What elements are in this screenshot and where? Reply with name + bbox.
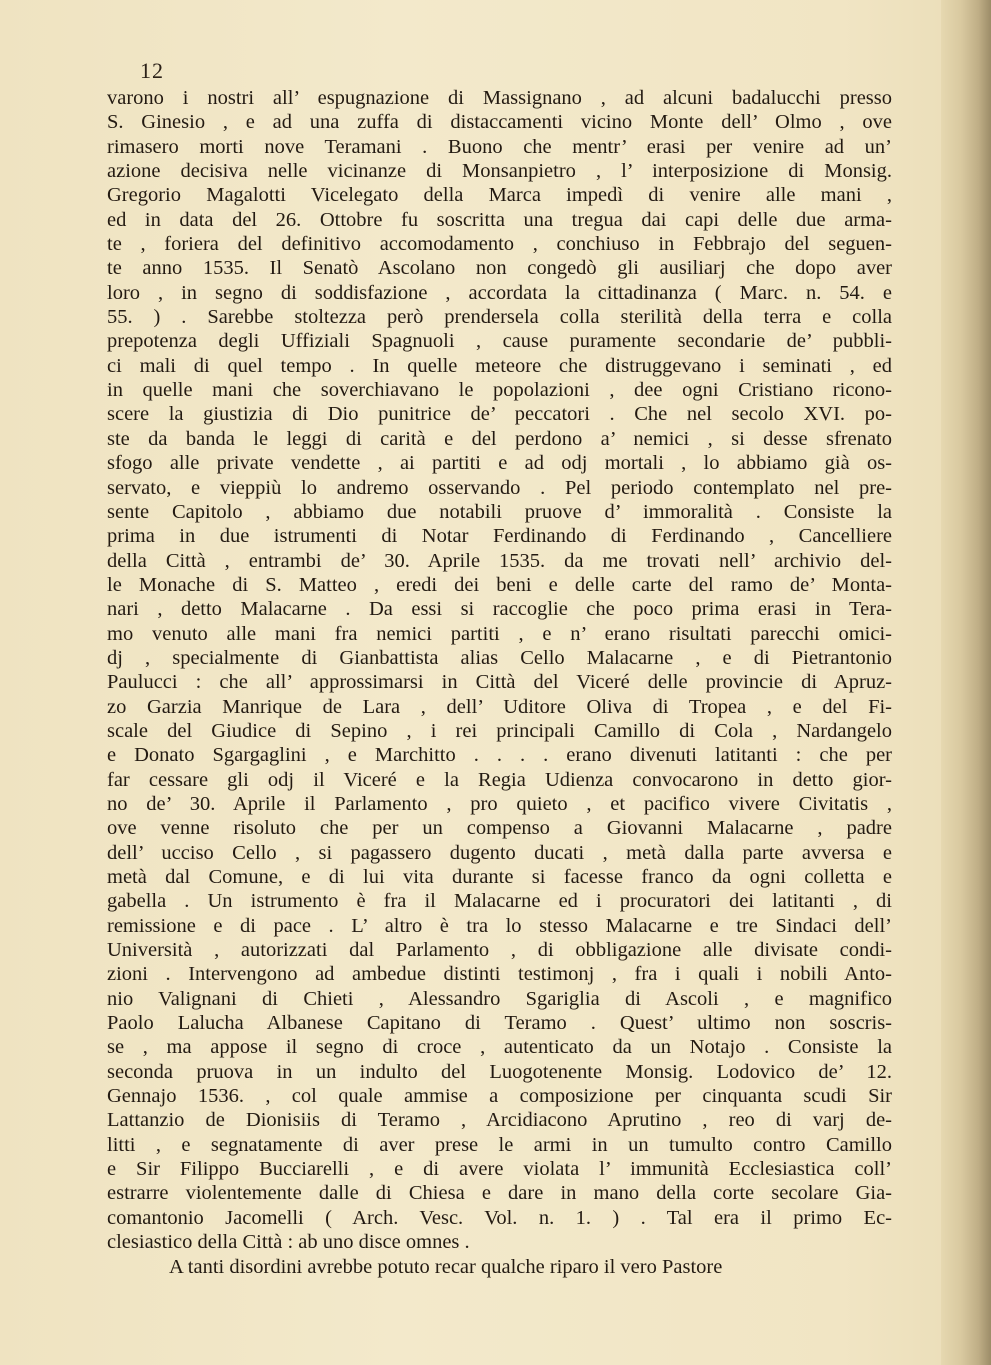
text-line: 55. ) . Sarebbe stoltezza però prendersela colla sterilità della terra e colla (107, 306, 892, 329)
paragraph-start-line: A tanti disordini avrebbe potuto recar qualche riparo il vero Pastore (169, 1255, 723, 1278)
text-line: Gregorio Magalotti Vicelegato della Marca impedì di venire alle mani , (107, 184, 892, 207)
text-line: varono i nostri all’ espugnazione di Massignano , ad alcuni badalucchi presso (107, 87, 892, 109)
text-line: sfogo alle private vendette , ai partiti e ad odj mortali , lo abbiamo già os- (107, 452, 892, 475)
text-line: gabella . Un istrumento è fra il Malacarne ed i procuratori dei latitanti , di (107, 890, 892, 913)
text-line: zo Garzia Manrique de Lara , dell’ Uditore Oliva di Tropea , e del Fi- (107, 695, 892, 718)
text-line: comantonio Jacomelli ( Arch. Vesc. Vol. n. 1. ) . Tal era il primo Ec- (107, 1206, 892, 1229)
text-line: ed in data del 26. Ottobre fu soscritta una tregua dai capi delle due arma- (107, 208, 892, 231)
text-line: Lattanzio de Dionisiis di Teramo , Arcidiacono Aprutino , reo di varj de- (107, 1109, 892, 1132)
text-line: della Città , entrambi de’ 30. Aprile 1535. da me trovati nell’ archivio del- (107, 549, 892, 572)
text-line: prepotenza degli Uffiziali Spagnuoli , cause puramente secondarie de’ pubbli- (107, 330, 892, 353)
text-line: estrarre violentemente dalle di Chiesa e dare in mano della corte secolare Gia- (107, 1182, 892, 1205)
page-number: 12 (140, 58, 164, 83)
text-line: litti , e segnatamente di aver prese le armi in un tumulto contro Camillo (107, 1133, 892, 1156)
text-line: ci mali di quel tempo . In quelle meteore che distruggevano i seminati , ed (107, 354, 892, 377)
text-line: clesiastico della Città : ab uno disce omnes . (107, 1231, 470, 1254)
text-line: te , foriera del definitivo accomodamento , conchiuso in Febbrajo del seguen- (107, 233, 892, 256)
text-line: dj , specialmente di Gianbattista alias Cello Malacarne , e di Pietrantonio (107, 646, 892, 669)
text-line: le Monache di S. Matteo , eredi dei beni e delle carte del ramo de’ Monta- (107, 573, 892, 596)
text-line: e Sir Filippo Bucciarelli , e di avere violata l’ immunità Ecclesiastica coll’ (107, 1158, 892, 1181)
text-line: Paulucci : che all’ approssimarsi in Città del Viceré delle provincie di Apruz- (107, 671, 892, 694)
text-line: mo venuto alle mani fra nemici partiti , e n’ erano risultati parecchi omici- (107, 622, 892, 645)
text-line: servato, e vieppiù lo andremo osservando . Pel periodo contemplato nel pre- (107, 476, 892, 499)
page-spine-shadow (941, 0, 991, 1365)
text-line: seconda pruova in un indulto del Luogotenente Monsig. Lodovico de’ 12. (107, 1060, 892, 1083)
text-line: te anno 1535. Il Senatò Ascolano non congedò gli ausiliarj che dopo aver (107, 257, 892, 280)
text-line: nio Valignani di Chieti , Alessandro Sgariglia di Ascoli , e magnifico (107, 987, 892, 1010)
text-line: azione decisiva nelle vicinanze di Monsanpietro , l’ interposizione di Monsig. (107, 160, 892, 183)
text-line: e Donato Sgargaglini , e Marchitto . . . . erano divenuti latitanti : che per (107, 744, 892, 767)
text-line: ove venne risoluto che per un compenso a Giovanni Malacarne , padre (107, 817, 892, 840)
text-line: sente Capitolo , abbiamo due notabili pruove d’ immoralità . Consiste la (107, 500, 892, 523)
text-line: far cessare gli odj il Viceré e la Regia Udienza convocarono in detto gior- (107, 768, 892, 791)
text-line: S. Ginesio , e ad una zuffa di distaccamenti vicino Monte dell’ Olmo , ove (107, 111, 892, 134)
text-line: zioni . Intervengono ad ambedue distinti testimonj , fra i quali i nobili Anto- (107, 963, 892, 986)
text-line: Gennajo 1536. , col quale ammise a composizione per cinquanta scudi Sir (107, 1085, 892, 1108)
text-line: ste da banda le leggi di carità e del perdono a’ nemici , si desse sfrenato (107, 427, 892, 450)
text-line: scale del Giudice di Sepino , i rei principali Camillo di Cola , Nardangelo (107, 719, 892, 742)
text-line: metà dal Comune, e di lui vita durante si facesse franco da ogni colletta e (107, 866, 892, 888)
text-line: scere la giustizia di Dio punitrice de’ peccatori . Che nel secolo XVI. po- (107, 403, 892, 426)
text-line: Università , autorizzati dal Parlamento , di obbligazione alle divisate condi- (107, 939, 892, 962)
text-line: se , ma appose il segno di croce , autenticato da un Notajo . Consiste la (107, 1036, 892, 1059)
text-line: rimasero morti nove Teramani . Buono che mentr’ erasi per venire ad un’ (107, 135, 892, 158)
text-line: Paolo Lalucha Albanese Capitano di Teramo . Quest’ ultimo non soscris- (107, 1012, 892, 1035)
text-line: nari , detto Malacarne . Da essi si raccoglie che poco prima erasi in Tera- (107, 598, 892, 621)
text-line: remissione e di pace . L’ altro è tra lo stesso Malacarne e tre Sindaci dell’ (107, 914, 892, 937)
text-line: in quelle mani che soverchiavano le popolazioni , dee ogni Cristiano ricono- (107, 379, 892, 402)
text-line: loro , in segno di soddisfazione , accordata la cittadinanza ( Marc. n. 54. e (107, 281, 892, 304)
text-line: no de’ 30. Aprile il Parlamento , pro quieto , et pacifico vivere Civitatis , (107, 792, 892, 815)
body-text (107, 86, 892, 1279)
text-line: prima in due istrumenti di Notar Ferdinando di Ferdinando , Cancelliere (107, 525, 892, 548)
text-line: dell’ ucciso Cello , si pagassero dugento ducati , metà dalla parte avversa e (107, 841, 892, 864)
